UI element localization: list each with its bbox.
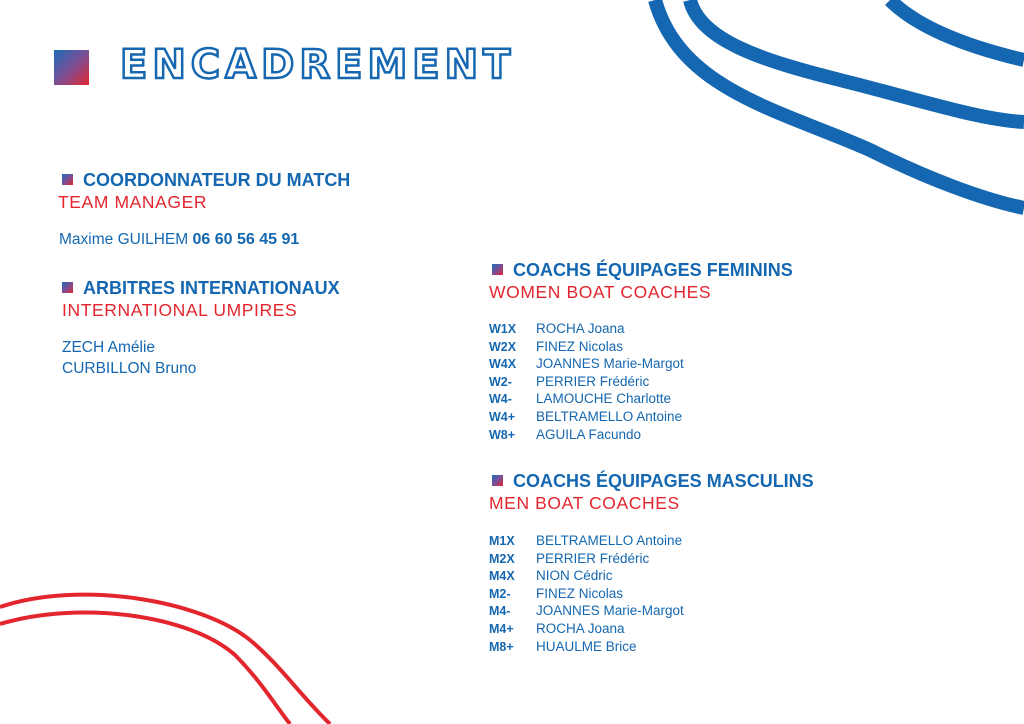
- square-bullet-icon: [62, 282, 73, 293]
- coach-name: ROCHA Joana: [536, 321, 625, 336]
- men-coaches-heading: [489, 470, 814, 514]
- list-item: [489, 532, 684, 550]
- umpires-heading-en: INTERNATIONAL UMPIRES: [62, 300, 298, 320]
- red-ribbon-inner: [0, 612, 290, 724]
- list-item: [489, 408, 684, 426]
- coach-name: PERRIER Frédéric: [536, 550, 650, 566]
- square-bullet-icon: [62, 174, 73, 185]
- coach-name: AGUILA Facundo: [536, 426, 642, 442]
- umpire-name: ZECH Amélie: [62, 339, 156, 356]
- boat-code: W4+: [489, 409, 516, 424]
- list-item: [489, 320, 684, 338]
- men-coaches-list: [489, 532, 684, 655]
- boat-code: M2-: [489, 586, 511, 601]
- umpire-name: CURBILLON Bruno: [62, 360, 197, 377]
- coordinator-contact: [59, 229, 299, 250]
- boat-code: W2-: [489, 374, 512, 389]
- coach-name: FINEZ Nicolas: [536, 585, 624, 601]
- coordinator-heading-en: TEAM MANAGER: [58, 192, 208, 212]
- list-item: [489, 550, 684, 568]
- coach-name: JOANNES Marie-Margot: [536, 603, 684, 619]
- men-heading-fr: COACHS ÉQUIPAGES MASCULINS: [513, 471, 814, 491]
- list-item: [489, 426, 684, 444]
- square-bullet-icon: [492, 264, 503, 275]
- boat-code: W8+: [489, 427, 516, 442]
- list-item: [489, 620, 684, 638]
- list-item: [489, 390, 684, 408]
- list-item: [489, 355, 684, 373]
- boat-code: M8+: [489, 639, 514, 654]
- coach-name: ROCHA Joana: [536, 620, 625, 636]
- blue-ribbon-top: [890, 0, 1024, 60]
- list-item: [489, 567, 684, 585]
- title-square-logo: [54, 50, 89, 85]
- umpires-list: [62, 337, 196, 379]
- boat-code: M4-: [489, 604, 511, 619]
- boat-code: M2X: [489, 551, 515, 566]
- coach-name: LAMOUCHE Charlotte: [536, 391, 672, 407]
- page-title: ENCADREMENT: [120, 42, 516, 88]
- coach-name: NION Cédric: [536, 568, 613, 584]
- women-heading-fr: COACHS ÉQUIPAGES FEMININS: [513, 260, 793, 280]
- coach-name: PERRIER Frédéric: [536, 373, 650, 389]
- coach-name: BELTRAMELLO Antoine: [536, 533, 683, 548]
- women-heading-en: WOMEN BOAT COACHES: [489, 282, 712, 302]
- coordinator-phone: 06 60 56 45 91: [192, 231, 300, 248]
- coach-name: JOANNES Marie-Margot: [536, 356, 684, 372]
- boat-code: W4X: [489, 357, 517, 372]
- boat-code: W4-: [489, 392, 512, 407]
- boat-code: W1X: [489, 322, 517, 336]
- umpires-heading-fr: ARBITRES INTERNATIONAUX: [83, 278, 340, 298]
- list-item: [489, 638, 684, 656]
- boat-code: M4+: [489, 621, 514, 636]
- women-coaches-heading: [489, 259, 793, 303]
- list-item: [489, 602, 684, 620]
- coordinator-heading-fr: COORDONNATEUR DU MATCH: [83, 170, 351, 190]
- list-item: [489, 585, 684, 603]
- coach-name: BELTRAMELLO Antoine: [536, 408, 683, 424]
- boat-code: M4X: [489, 569, 515, 584]
- square-bullet-icon: [492, 475, 503, 486]
- boat-code: W2X: [489, 339, 517, 354]
- coordinator-name: Maxime GUILHEM: [59, 231, 189, 248]
- list-item: [489, 338, 684, 356]
- men-heading-en: MEN BOAT COACHES: [489, 493, 680, 513]
- coordinator-heading: [58, 169, 351, 213]
- women-coaches-list: [489, 320, 684, 443]
- umpires-heading: [62, 277, 340, 321]
- coach-name: HUAULME Brice: [536, 638, 637, 654]
- list-item: [489, 373, 684, 391]
- boat-code: M1X: [489, 534, 515, 548]
- coach-name: FINEZ Nicolas: [536, 338, 624, 354]
- blue-ribbon-inner: [690, 0, 1024, 122]
